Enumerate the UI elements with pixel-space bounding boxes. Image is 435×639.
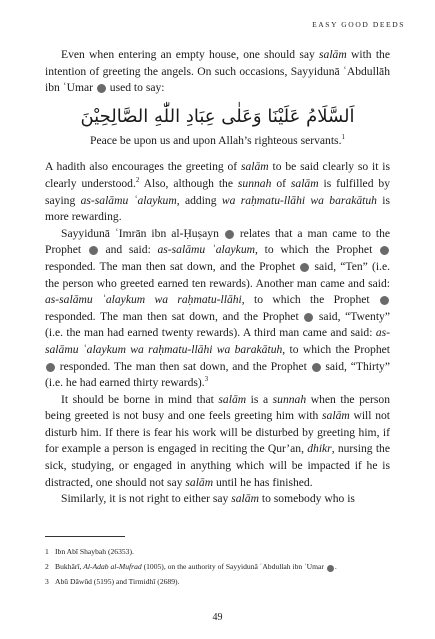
text-run: said, “Twenty” (i.e. the man had earned twenty rewards). A third man came and said: [45, 309, 390, 340]
footnote-number: 2 [45, 562, 49, 571]
text-run: until he has finished. [213, 475, 313, 489]
text-run: of [271, 176, 291, 190]
paragraph-3 [45, 226, 390, 392]
text-run: , to which the Prophet [241, 293, 379, 307]
text-run: is fulfilled by saying [45, 176, 390, 207]
quote-translation [45, 133, 390, 150]
text-run: relates that a man came to the Prophet [45, 226, 391, 257]
footnote-number: 1 [45, 547, 49, 556]
text-run: said, “Thirty” (i.e. he had earned thirty rewards). [45, 359, 390, 390]
text-run: , to which the Prophet [255, 243, 379, 257]
paragraph-4 [45, 392, 390, 492]
text-run: will not disturb him. If there is fear his work will be disturbed by greeting him, if for example a person is engaged in reciting the Qur’an, [45, 409, 391, 456]
text-run: to somebody who is [258, 492, 355, 506]
footnotes [45, 546, 390, 591]
footnote-1 [45, 546, 390, 557]
text-run: , to which the Prophet [282, 342, 390, 356]
text-run: responded. The man then sat down, and the Prophet [45, 309, 304, 323]
greeting-phrase: as-salāmu ʿalaykum [80, 193, 177, 207]
term-salam: salām [218, 392, 247, 406]
text-run: responded. The man then sat down, and the Prophet [45, 259, 300, 273]
text-run: to be said clearly so it is clearly understood. [45, 160, 390, 190]
greeting-phrase: wa raḥmatu-llāhi wa barakātuh [221, 193, 377, 207]
term-salam: salām [240, 160, 269, 174]
text-run: and said: [98, 243, 158, 257]
running-head: EASY GOOD DEEDS [312, 20, 405, 29]
salutation-icon [327, 565, 334, 572]
text-run: , nursing the sick, studying, or engaged in anything which will be impacted if he is distracted, one should not say [45, 442, 390, 489]
body-text [45, 47, 390, 508]
translation-text: Peace be upon us and upon Allah’s righteous servants. [90, 133, 342, 147]
term-salam: salām [290, 176, 319, 190]
footnote-text: Bukhārī, [55, 562, 84, 571]
salutation-icon [304, 313, 313, 322]
greeting-phrase: as-salāmu ʿalaykum [157, 243, 256, 257]
term-salam: salām [322, 409, 350, 423]
footnote-text: Ibn Abī Shaybah (26353). [55, 547, 134, 556]
footnote-marker: 3 [204, 375, 209, 384]
text-run: Even when entering an empty house, one should say [61, 48, 320, 61]
arabic-quote: اَلسَّلَامُ عَلَيْنَا وَعَلٰى عِبَادِ اللّٰهِ الصَّالِحِيْنَ [80, 105, 355, 127]
text-run: said, “Ten” (i.e. the person who greeted earned ten rewards). Another man came and said: [45, 259, 390, 290]
paragraph-5 [45, 491, 390, 508]
footnote-text: Abū Dāwūd (5195) and Tirmidhī (2689). [55, 577, 180, 586]
footnote-marker: 2 [135, 176, 140, 185]
footnote-text: . [334, 562, 337, 571]
footnote-3 [45, 576, 390, 587]
text-run: It should be borne in mind that [61, 392, 219, 406]
text-run: when the person being greeted is not busy and one feels greeting him with [45, 392, 390, 423]
footnote-marker: 1 [341, 132, 345, 141]
text-run: is a [246, 392, 273, 406]
text-run: , adding [176, 193, 222, 207]
footnote-2 [45, 561, 390, 572]
term-salam: salām [231, 492, 259, 506]
salutation-icon [89, 246, 98, 255]
text-run: used to say: [106, 81, 165, 95]
salutation-icon [380, 296, 389, 305]
text-run: is more rewarding. [45, 193, 391, 224]
page-number: 49 [212, 612, 223, 623]
salutation-icon [312, 363, 321, 372]
term-sunnah: sunnah [272, 392, 307, 406]
footnote-number: 3 [45, 577, 49, 586]
text-run: Also, although the [139, 176, 238, 190]
text-run: responded. The man then sat down, and the Prophet [56, 359, 311, 373]
salutation-icon [225, 230, 234, 239]
term-dhikr: dhikr [307, 442, 332, 456]
term-salam: salām [185, 475, 214, 489]
salutation-icon [380, 246, 389, 255]
text-run: Sayyidunā ʿImrān ibn al-Ḥuṣayn [61, 226, 224, 240]
text-run: with the intention of greeting the angels. On such occasions, Sayyidunā ʿAbdullāh ibn ʿUmar [45, 48, 390, 95]
text-run: A hadith also encourages the greeting of [45, 160, 241, 174]
salutation-icon [300, 263, 309, 272]
book-title: Al-Adab al-Mufrad [83, 562, 142, 571]
greeting-phrase: as-salāmu ʿalaykum wa raḥmatu-llāhi [45, 293, 242, 307]
paragraph-2 [45, 159, 390, 225]
greeting-phrase: as-salāmu ʿalaykum wa raḥmatu-llāhi wa barakātuh [45, 326, 390, 356]
text-run: Similarly, it is not right to either say [61, 492, 232, 506]
salutation-icon [97, 84, 106, 93]
term-sunnah: sunnah [237, 176, 272, 190]
term-salam: salām [319, 48, 347, 61]
salutation-icon [46, 363, 55, 372]
paragraph-1 [45, 47, 390, 97]
footnote-divider [45, 536, 125, 537]
footnote-text: (1005), on the authority of Sayyidunā ʿAbdullah ibn ʿUmar [141, 562, 326, 571]
